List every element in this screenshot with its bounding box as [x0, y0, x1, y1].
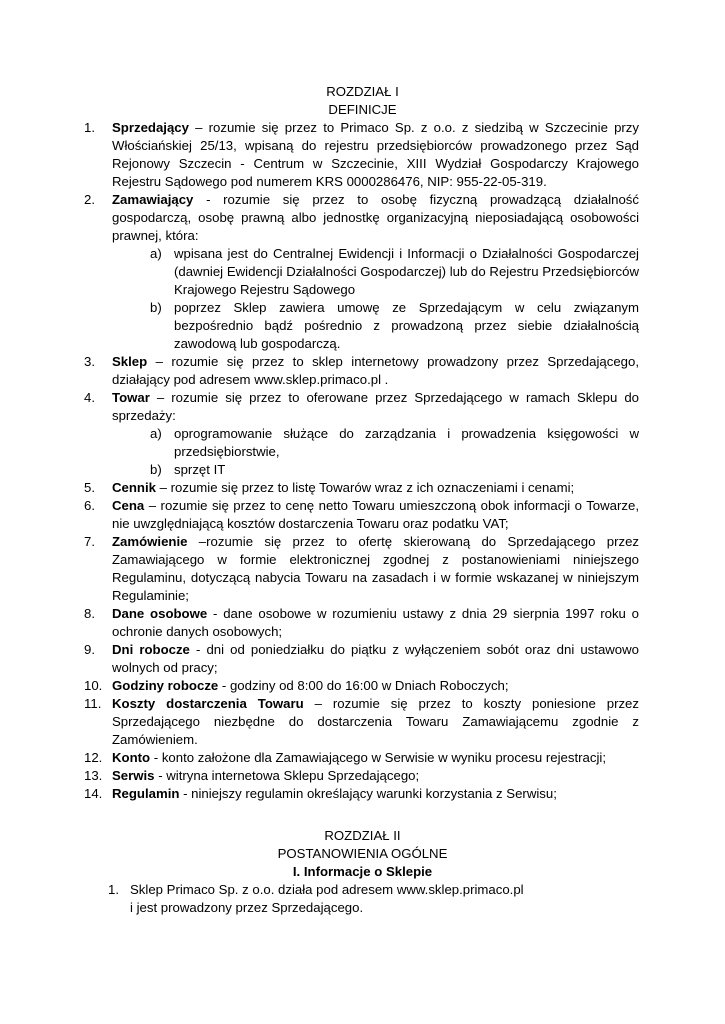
sub-item: b) poprzez Sklep zawiera umowę ze Sprzedającym w celu związanym bezpośrednio bądź pośrednio z prowadzoną przez siebie działalnością zawodową lub gospodarczą. [150, 300, 639, 351]
definition-item: 4. Towar – rozumie się przez to oferowane przez Sprzedającego w ramach Sklepu do sprzedaży: a) oprogramowanie służące do zarządzania i prowadzenia księgowości w przedsiębiorstwie, b) sprzęt IT [84, 390, 639, 477]
chapter1-subtitle: DEFINICJE [328, 102, 397, 117]
definition-item: 7. Zamówienie –rozumie się przez to ofertę skierowaną do Sprzedającego przez Zamawiającego w formie elektronicznej zgodnej z postanowieniami niniejszego Regulaminu, dotyczącą nabycia Towaru na zasadach i w formie wskazanej w niniejszym Regulaminie; [84, 534, 639, 603]
definition-item: 1. Sprzedający – rozumie się przez to Primaco Sp. z o.o. z siedzibą w Szczecinie przy Włościańskiej 25/13, wpisaną do rejestru przedsiębiorców prowadzonego przez Sąd Rejonowy Szczecin - Centrum w Szczecinie, XIII Wydział Gospodarczy Krajowego Rejestru Sądowego pod numerem KRS 0000286476, NIP: 955-22-05-319. [84, 120, 639, 189]
definition-item: 12. Konto - konto założone dla Zamawiającego w Serwisie w wyniku procesu rejestracji; [84, 750, 606, 765]
general-provision-item: 1. Sklep Primaco Sp. z o.o. działa pod adresem www.sklep.primaco.pl i jest prowadzony przez Sprzedającego. [108, 882, 524, 915]
definition-item: 2. Zamawiający - rozumie się przez to osobę fizyczną prowadzącą działalność gospodarczą, osobę prawną albo jednostkę organizacyjną nieposiadającą osobowości prawnej, która: a) wpisana jest do Centralnej Ewidencji i Informacji o Działalności Gospodarczej (dawniej Ewidencji Działalności Gospodarczej) lub do Rejestru Przedsiębiorców Krajowego Rejestru Sądowego b) poprzez Sklep zawiera umowę ze Sprzedającym w celu związanym bezpośrednio bądź pośrednio z prowadzoną przez siebie działalnością zawodową lub gospodarczą. [84, 192, 639, 351]
sub-item: a) wpisana jest do Centralnej Ewidencji i Informacji o Działalności Gospodarczej (dawniej Ewidencji Działalności Gospodarczej) lub do Rejestru Przedsiębiorców Krajowego Rejestru Sądowego [150, 246, 639, 297]
definition-item: 8. Dane osobowe - dane osobowe w rozumieniu ustawy z dnia 29 sierpnia 1997 roku o ochronie danych osobowych; [84, 606, 640, 639]
definition-item: 5. Cennik – rozumie się przez to listę Towarów wraz z ich oznaczeniami i cenami; [84, 480, 575, 495]
chapter1-title: ROZDZIAŁ I [326, 84, 399, 99]
definition-item: 13. Serwis - witryna internetowa Sklepu Sprzedającego; [84, 768, 420, 783]
definition-item: 6. Cena – rozumie się przez to cenę netto Towaru umieszczoną obok informacji o Towarze, nie uwzględniającą kosztów dostarczenia Towaru oraz podatku VAT; [84, 498, 639, 531]
definition-item: 9. Dni robocze - dni od poniedziałku do piątku z wyłączeniem sobót oraz dni ustawowo wolnych od pracy; [84, 642, 639, 675]
sub-item: a) oprogramowanie służące do zarządzania i prowadzenia księgowości w przedsiębiorstwie, [150, 426, 639, 459]
sub-list [112, 245, 639, 353]
definitions-list [84, 119, 640, 803]
definition-item: 10. Godziny robocze - godziny od 8:00 do 16:00 w Dniach Roboczych; [84, 678, 509, 693]
definition-item: 3. Sklep – rozumie się przez to sklep internetowy prowadzony przez Sprzedającego, działający pod adresem www.sklep.primaco.pl . [84, 354, 639, 387]
definition-item: 14. Regulamin - niniejszy regulamin określający warunki korzystania z Serwisu; [84, 786, 557, 801]
chapter2-subtitle: POSTANOWIENIA OGÓLNE [277, 846, 448, 861]
definition-item: 11. Koszty dostarczenia Towaru – rozumie się przez to koszty poniesione przez Sprzedającego niezbędne do dostarczenia Towaru Zamawiającemu zgodnie z Zamówieniem. [84, 696, 639, 747]
sub-list [112, 425, 639, 479]
section-heading: I. Informacje o Sklepie [292, 864, 433, 879]
sub-item: b) sprzęt IT [150, 462, 226, 477]
chapter2-title: ROZDZIAŁ II [324, 828, 401, 843]
